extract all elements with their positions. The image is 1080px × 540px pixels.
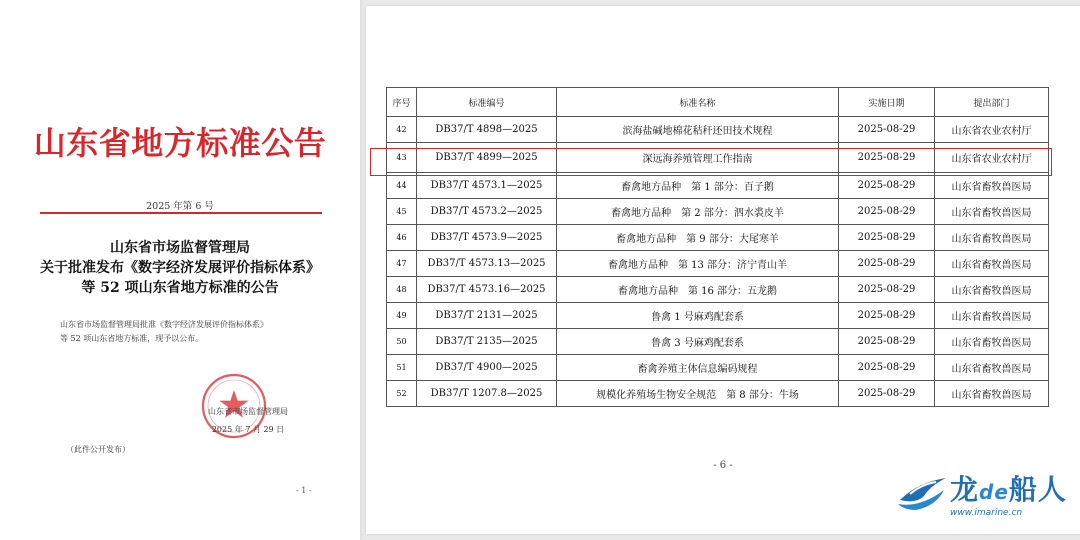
cell-seq: 47 <box>387 251 417 277</box>
watermark <box>896 470 1076 526</box>
cell-date: 2025-08-29 <box>839 251 935 277</box>
cell-name: 畜禽养殖主体信息编码规程 <box>557 355 839 381</box>
cell-code: DB37/T 4573.2—2025 <box>417 199 557 225</box>
cell-date: 2025-08-29 <box>839 355 935 381</box>
cell-dept: 山东省畜牧兽医局 <box>935 329 1049 355</box>
notice-body <box>60 318 340 346</box>
table-row <box>387 117 1049 143</box>
cell-seq: 46 <box>387 225 417 251</box>
cell-seq: 45 <box>387 199 417 225</box>
table-row <box>387 225 1049 251</box>
cell-dept: 山东省畜牧兽医局 <box>935 225 1049 251</box>
cell-code: DB37/T 4573.13—2025 <box>417 251 557 277</box>
heading-line: 等 52 项山东省地方标准的公告 <box>81 280 279 296</box>
right-page <box>366 6 1080 534</box>
cell-date: 2025-08-29 <box>839 143 935 173</box>
watermark-brand: 龙de船人 <box>950 473 1067 506</box>
cell-seq: 42 <box>387 117 417 143</box>
cell-date: 2025-08-29 <box>839 277 935 303</box>
cell-dept: 山东省畜牧兽医局 <box>935 277 1049 303</box>
cell-name: 畜禽地方品种 第 13 部分：济宁青山羊 <box>557 251 839 277</box>
table-row <box>387 381 1049 407</box>
cell-date: 2025-08-29 <box>839 381 935 407</box>
cell-code: DB37/T 4900—2025 <box>417 355 557 381</box>
cell-name: 畜禽地方品种 第 1 部分：百子鹅 <box>557 173 839 199</box>
cell-code: DB37/T 4573.1—2025 <box>417 173 557 199</box>
cell-dept: 山东省畜牧兽医局 <box>935 199 1049 225</box>
header-name: 标准名称 <box>557 88 839 117</box>
body-line: 等 52 项山东省地方标准，现予以公布。 <box>60 334 204 343</box>
cell-seq: 49 <box>387 303 417 329</box>
cell-date: 2025-08-29 <box>839 173 935 199</box>
page-number: - 1 - <box>296 486 312 495</box>
table-row <box>387 199 1049 225</box>
cell-dept: 山东省畜牧兽医局 <box>935 303 1049 329</box>
ship-logo-icon <box>896 472 948 512</box>
cell-dept: 山东省畜牧兽医局 <box>935 381 1049 407</box>
header-dept: 提出部门 <box>935 88 1049 117</box>
table-row <box>387 143 1049 173</box>
table-header-row <box>387 88 1049 117</box>
issue-date: 2025 年 7 月 29 日 <box>211 425 285 434</box>
cell-seq: 43 <box>387 143 417 173</box>
notice-heading <box>0 238 360 298</box>
cell-code: DB37/T 4899—2025 <box>417 143 557 173</box>
red-divider <box>40 212 322 214</box>
cell-name: 畜禽地方品种 第 2 部分：泗水裘皮羊 <box>557 199 839 225</box>
cell-dept: 山东省畜牧兽医局 <box>935 355 1049 381</box>
header-code: 标准编号 <box>417 88 557 117</box>
cell-date: 2025-08-29 <box>839 303 935 329</box>
table-row <box>387 329 1049 355</box>
cell-dept: 山东省畜牧兽医局 <box>935 251 1049 277</box>
header-date: 实施日期 <box>839 88 935 117</box>
cell-dept: 山东省畜牧兽医局 <box>935 173 1049 199</box>
cell-seq: 44 <box>387 173 417 199</box>
table-row <box>387 303 1049 329</box>
cell-seq: 50 <box>387 329 417 355</box>
cell-date: 2025-08-29 <box>839 199 935 225</box>
cell-name: 畜禽地方品种 第 9 部分：大尾寒羊 <box>557 225 839 251</box>
cell-name: 鲁禽 3 号麻鸡配套系 <box>557 329 839 355</box>
cell-date: 2025-08-29 <box>839 329 935 355</box>
cell-code: DB37/T 2135—2025 <box>417 329 557 355</box>
watermark-url: www.imarine.cn <box>950 508 1023 518</box>
table-row <box>387 277 1049 303</box>
cell-dept: 山东省农业农村厅 <box>935 143 1049 173</box>
cell-code: DB37/T 4573.16—2025 <box>417 277 557 303</box>
cell-name: 深远海养殖管理工作指南 <box>557 143 839 173</box>
body-line: 山东省市场监督管理局批准《数字经济发展评价指标体系》 <box>60 320 268 329</box>
page-number: - 6 - <box>713 460 733 471</box>
cell-name: 滨海盐碱地棉花秸秆还田技术规程 <box>557 117 839 143</box>
cell-name: 鲁禽 1 号麻鸡配套系 <box>557 303 839 329</box>
cell-seq: 48 <box>387 277 417 303</box>
cell-date: 2025-08-29 <box>839 225 935 251</box>
cell-code: DB37/T 1207.8—2025 <box>417 381 557 407</box>
table-row <box>387 355 1049 381</box>
left-page <box>0 0 360 540</box>
cell-name: 规模化养殖场生物安全规范 第 8 部分：牛场 <box>557 381 839 407</box>
standards-table <box>386 87 1049 407</box>
header-seq: 序号 <box>387 88 417 117</box>
issuing-authority: 山东省市场监督管理局 <box>208 407 288 416</box>
cell-code: DB37/T 2131—2025 <box>417 303 557 329</box>
cell-seq: 51 <box>387 355 417 381</box>
cell-date: 2025-08-29 <box>839 117 935 143</box>
doc-number: 2025 年第 6 号 <box>146 201 214 212</box>
table-row <box>387 173 1049 199</box>
notice-title: 山东省地方标准公告 <box>33 124 327 162</box>
cell-code: DB37/T 4573.9—2025 <box>417 225 557 251</box>
cell-code: DB37/T 4898—2025 <box>417 117 557 143</box>
cell-dept: 山东省农业农村厅 <box>935 117 1049 143</box>
cell-name: 畜禽地方品种 第 16 部分：五龙鹅 <box>557 277 839 303</box>
cell-seq: 52 <box>387 381 417 407</box>
heading-line: 山东省市场监督管理局 <box>110 240 250 256</box>
table-row <box>387 251 1049 277</box>
public-release-note: （此件公开发布） <box>66 445 130 454</box>
heading-line: 关于批准发布《数字经济发展评价指标体系》 <box>40 260 320 276</box>
